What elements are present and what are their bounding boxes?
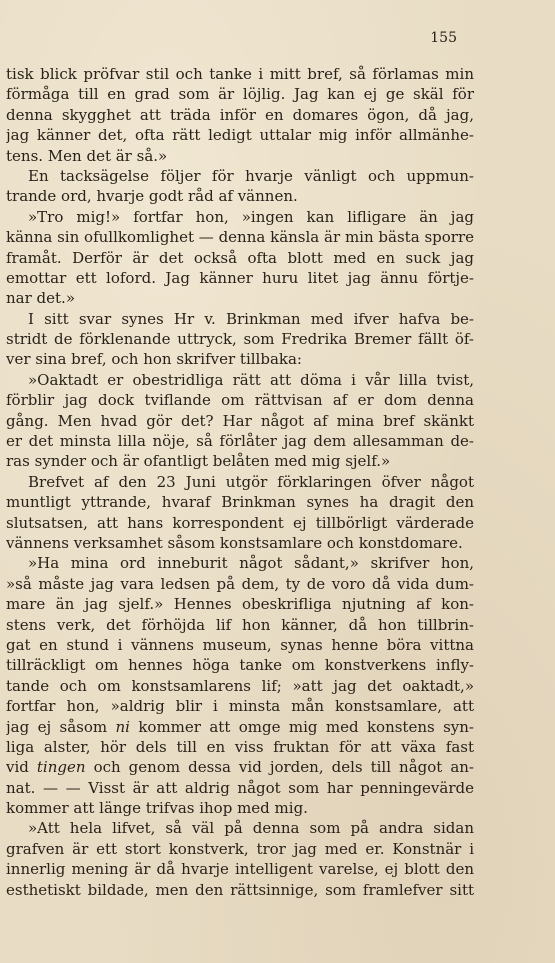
text-line: gång. Men hvad gör det? Har något af mina bref skänkt <box>6 411 474 430</box>
text-line: vännens verksamhet såsom konstsamlare och konstdomare. <box>6 533 463 552</box>
text-line: stens verk, det förhöjda lif hon känner, då hon tillbrin- <box>6 615 474 634</box>
text-line: förblir jag dock tviflande om rättvisan af er dom denna <box>6 391 474 410</box>
page-number: 155 <box>430 30 457 46</box>
text-line: jag ej såsom ni kommer att omge mig med konstens syn- <box>6 717 474 736</box>
text-line: förmåga till en grad som är löjlig. Jag kan ej ge skäl för <box>6 85 474 104</box>
text-line: liga alster, hör dels till en viss fruktan för att växa fast <box>6 737 474 756</box>
text-line: stridt de förklenande uttryck, som Fredrika Bremer fällt öf- <box>6 330 474 349</box>
text-line: jag känner det, ofta rätt ledigt uttalar mig inför allmänhe- <box>6 126 474 145</box>
body-text <box>6 64 474 900</box>
text-line: nar det.» <box>6 289 75 308</box>
text-line: känna sin ofullkomlighet — denna känsla är min bästa sporre <box>6 228 474 247</box>
text-line: »Ha mina ord inneburit något sådant,» skrifver hon, <box>28 554 474 573</box>
text-line: »så måste jag vara ledsen på dem, ty de voro då vida dum- <box>6 574 474 593</box>
text-line: fortfar hon, »aldrig blir i minsta mån konstsamlare, att <box>6 697 474 716</box>
text-line: ver sina bref, och hon skrifver tillbaka: <box>6 350 302 369</box>
text-line: er det minsta lilla nöje, så förlåter jag dem allesamman de- <box>6 432 474 451</box>
text-line: Brefvet af den 23 Juni utgör förklaringen öfver något <box>28 472 474 491</box>
text-line: tisk blick pröfvar stil och tanke i mitt bref, så förlamas min <box>6 65 474 83</box>
text-line: kommer att länge trifvas ihop med mig. <box>6 799 308 818</box>
text-line: framåt. Derför är det också ofta blott med en suck jag <box>6 248 474 267</box>
text-line: emottar ett loford. Jag känner huru litet jag ännu förtje- <box>6 268 474 287</box>
text-line: mare än jag sjelf.» Hennes obeskrifliga njutning af kon- <box>6 595 474 614</box>
text-line: ras synder och är ofantligt belåten med mig sjelf.» <box>6 452 391 471</box>
text-line: tillräckligt om hennes höga tanke om konstverkens infly- <box>6 656 474 675</box>
text-line: tande och om konstsamlarens lif; »att jag det oaktadt,» <box>6 676 474 695</box>
text-line: grafven är ett stort konstverk, tror jag med er. Konstnär i <box>6 839 474 858</box>
text-line: tens. Men det är så.» <box>6 146 168 165</box>
text-line: »Oaktadt er obestridliga rätt att döma i vår lilla tvist, <box>28 370 474 389</box>
text-line: slutsatsen, att hans korrespondent ej tillbörligt värderade <box>6 513 474 532</box>
text-line: muntligt yttrande, hvaraf Brinkman synes ha dragit den <box>6 493 474 512</box>
text-line: »Att hela lifvet, så väl på denna som på andra sidan <box>28 819 474 838</box>
emphasized-word: ni <box>115 717 130 736</box>
text-line: esthetiskt bildade, men den rättsinnige, som framlefver sitt <box>6 880 474 899</box>
text-line: »Tro mig!» fortfar hon, »ingen kan lifligare än jag <box>28 207 474 226</box>
text-line: nat. — — Visst är att aldrig något som har penningevärde <box>6 778 474 797</box>
text-line: denna skygghet att träda inför en domares ögon, då jag, <box>6 105 474 124</box>
text-line: En tacksägelse följer för hvarje vänligt och uppmun- <box>28 166 474 185</box>
emphasized-word: tingen <box>36 758 86 777</box>
text-line: vid tingen och genom dessa vid jorden, dels till något an- <box>6 758 474 777</box>
text-line: innerlig mening är då hvarje intelligent varelse, ej blott den <box>6 860 474 879</box>
text-line: I sitt svar synes Hr v. Brinkman med ifver hafva be- <box>28 309 474 328</box>
text-line: gat en stund i vännens museum, synas henne böra vittna <box>6 635 474 654</box>
text-line: trande ord, hvarje godt råd af vännen. <box>6 187 298 206</box>
